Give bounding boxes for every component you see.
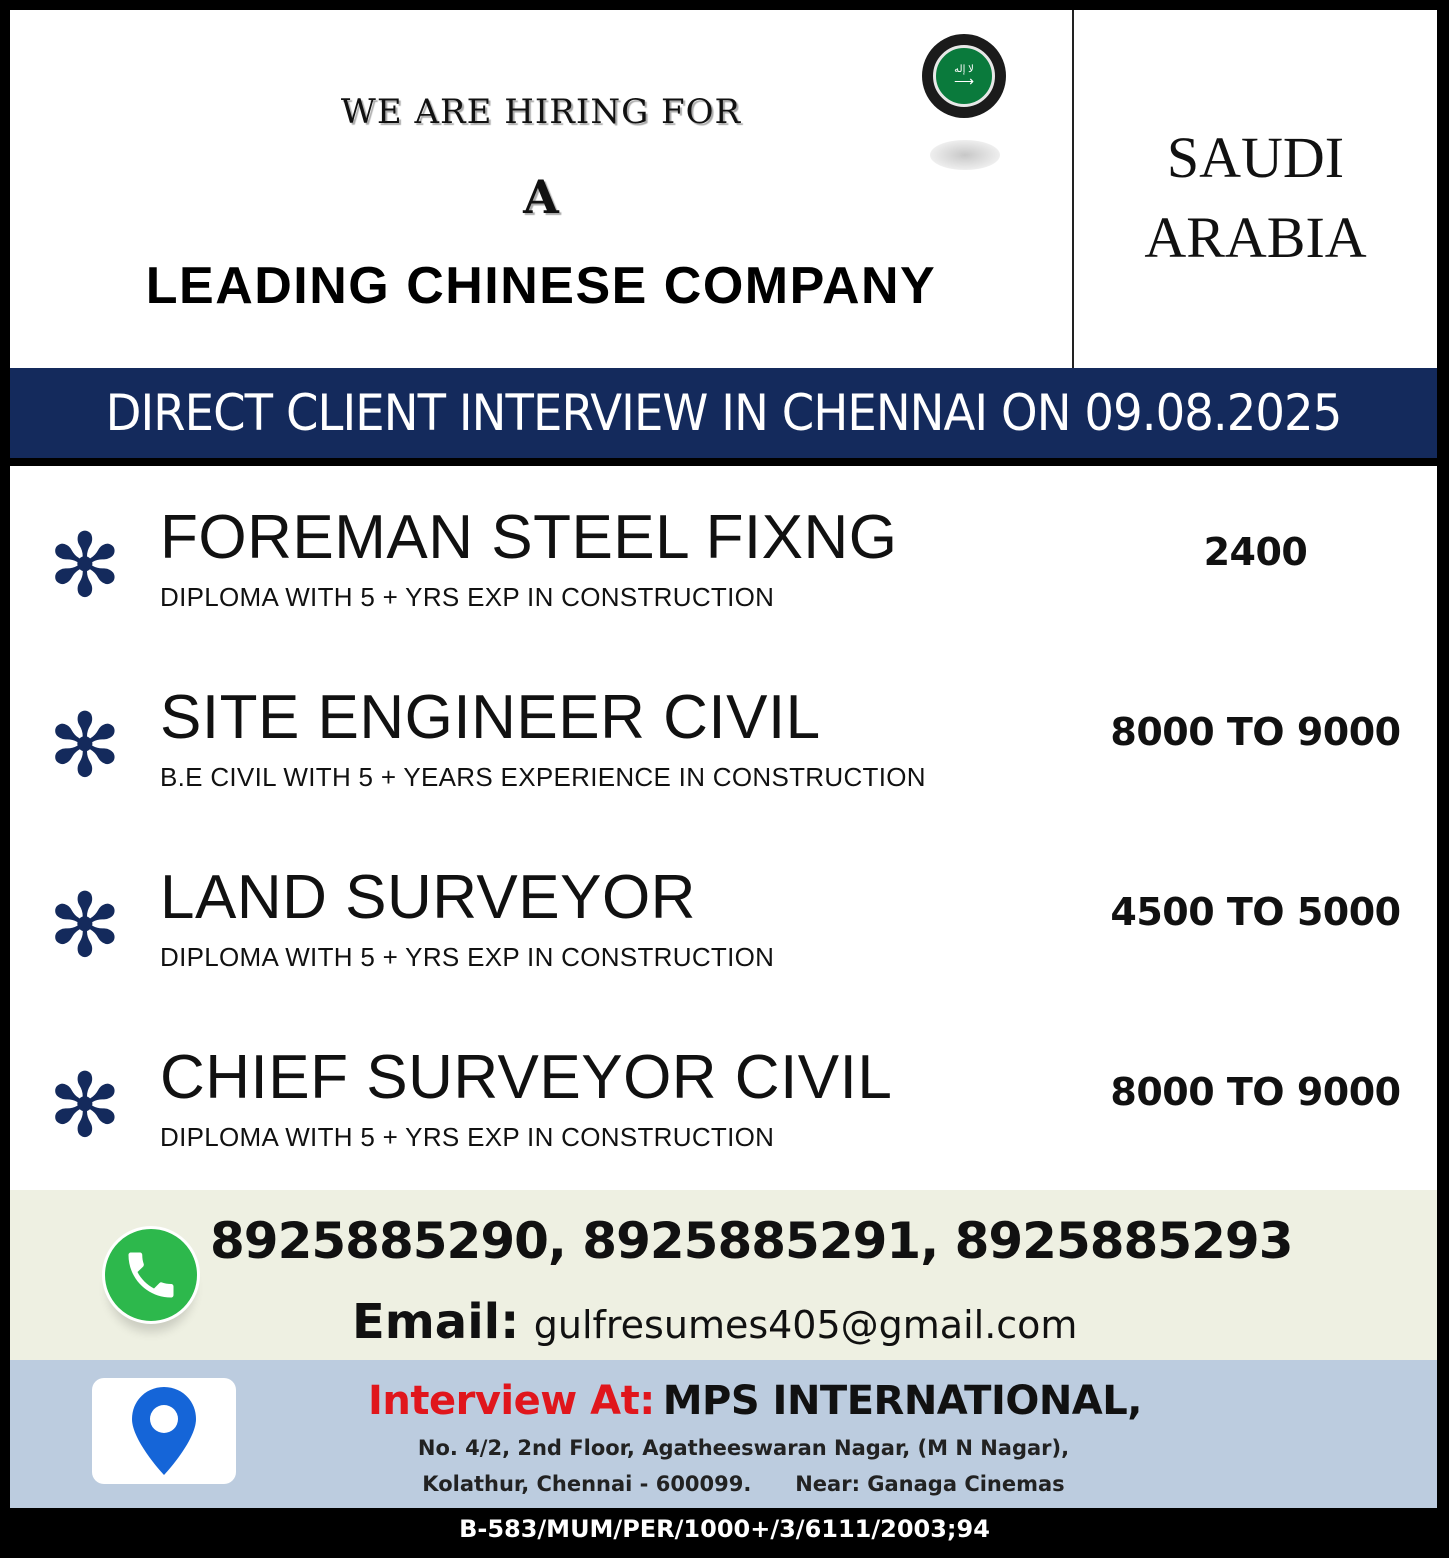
address-section	[10, 1360, 1437, 1508]
article-a: A	[523, 170, 559, 224]
bullet-icon: ✻	[48, 1054, 122, 1157]
license-number: B-583/MUM/PER/1000+/3/6111/2003;94	[459, 1515, 990, 1543]
contact-section	[10, 1190, 1437, 1360]
job-item	[10, 682, 1437, 862]
email-label: Email:	[352, 1294, 520, 1350]
location-pin-icon	[92, 1378, 236, 1484]
phone-icon	[102, 1226, 200, 1324]
company-line: LEADING CHINESE COMPANY	[145, 257, 937, 315]
job-requirement: B.E CIVIL WITH 5 + YEARS EXPERIENCE IN CONSTRUCTION	[160, 762, 926, 792]
banner-text: DIRECT CLIENT INTERVIEW IN CHENNAI ON 09.08.2025	[105, 384, 1342, 442]
job-title: CHIEF SURVEYOR CIVIL	[160, 1043, 893, 1112]
country-line-2: ARABIA	[1144, 205, 1367, 270]
country-line-1: SAUDI	[1166, 125, 1345, 190]
header-right	[1074, 10, 1437, 368]
country-name	[1074, 118, 1437, 278]
venue-name: MPS INTERNATIONAL,	[662, 1378, 1142, 1424]
job-requirement: DIPLOMA WITH 5 + YRS EXP IN CONSTRUCTION	[160, 1122, 775, 1152]
bullet-icon: ✻	[48, 694, 122, 797]
saudi-flag-icon: ﻻ ﺇﻟﻪ ⟶	[922, 34, 1006, 118]
job-item	[10, 502, 1437, 682]
phone-numbers[interactable]: 8925885290, 8925885291, 8925885293	[210, 1212, 1293, 1270]
job-salary: 8000 TO 9000	[1110, 710, 1401, 754]
job-salary: 8000 TO 9000	[1110, 1070, 1401, 1114]
address-line-2: Kolathur, Chennai - 600099. Near: Ganaga Cinemas	[422, 1472, 1065, 1496]
job-poster	[10, 10, 1437, 1508]
header-left	[10, 10, 1072, 368]
hiring-line: WE ARE HIRING FOR	[340, 92, 742, 132]
job-title: FOREMAN STEEL FIXNG	[160, 503, 898, 572]
flag-shadow	[930, 140, 1000, 170]
interview-banner	[10, 368, 1437, 458]
banner-rule	[10, 458, 1437, 466]
job-requirement: DIPLOMA WITH 5 + YRS EXP IN CONSTRUCTION	[160, 942, 775, 972]
address-line-1: No. 4/2, 2nd Floor, Agatheeswaran Nagar, (M N Nagar),	[417, 1436, 1070, 1460]
job-title: SITE ENGINEER CIVIL	[160, 683, 821, 752]
job-item	[10, 862, 1437, 1042]
bullet-icon: ✻	[48, 874, 122, 977]
venue-label: Interview At:	[368, 1378, 655, 1424]
job-salary: 4500 TO 5000	[1110, 890, 1401, 934]
email-row	[352, 1294, 1077, 1350]
job-salary: 2400	[1203, 530, 1308, 574]
interview-venue	[368, 1378, 1142, 1424]
email-link[interactable]: gulfresumes405@gmail.com	[533, 1303, 1078, 1347]
job-requirement: DIPLOMA WITH 5 + YRS EXP IN CONSTRUCTION	[160, 582, 775, 612]
bullet-icon: ✻	[48, 514, 122, 617]
job-title: LAND SURVEYOR	[160, 863, 696, 932]
